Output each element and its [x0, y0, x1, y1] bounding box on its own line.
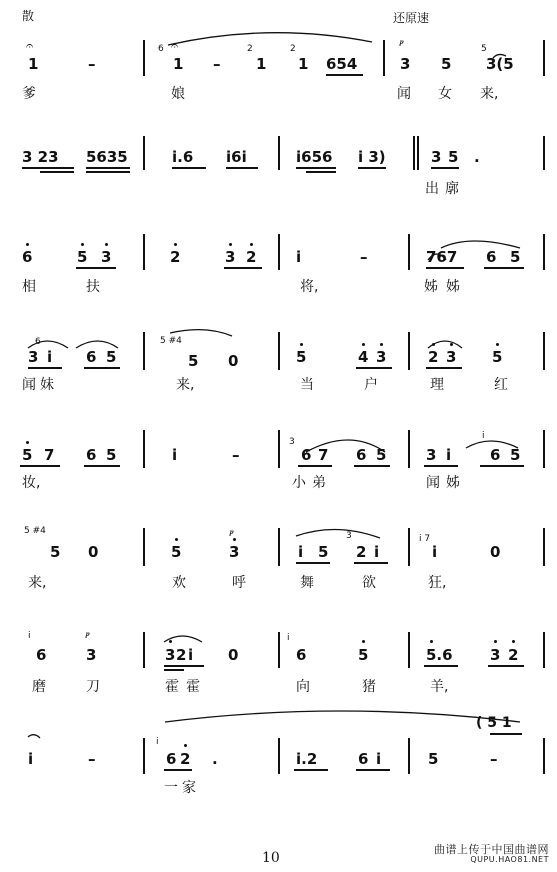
barline — [143, 136, 145, 170]
barline — [408, 332, 410, 370]
note: . — [212, 750, 218, 768]
octave-dot — [380, 343, 383, 346]
note: 5.6 — [426, 646, 453, 664]
grace-note: 3 — [289, 437, 295, 447]
underline — [84, 367, 120, 369]
grace-note: 5 — [481, 44, 487, 54]
underline — [84, 465, 120, 467]
barline — [278, 528, 280, 566]
barline — [383, 40, 385, 76]
underline — [356, 769, 390, 771]
lyric: 小 — [292, 475, 306, 491]
barline — [543, 430, 545, 468]
grace-note: i 7 — [419, 534, 431, 544]
underline — [28, 367, 62, 369]
note: 0 — [88, 543, 99, 561]
note: i.6 — [172, 148, 194, 166]
underline — [358, 167, 386, 169]
lyric: 欲 — [362, 575, 376, 591]
lyric: 闻 — [397, 86, 411, 102]
note: 6 — [356, 446, 367, 464]
tempo-marking-return: 还原速 — [393, 11, 430, 25]
barline — [543, 528, 545, 566]
note: i656 — [296, 148, 333, 166]
note: 2 — [180, 750, 191, 768]
underline — [86, 171, 130, 173]
underline — [488, 665, 524, 667]
barline — [543, 136, 545, 170]
lyric: 呼 — [232, 575, 246, 591]
note: i6i — [226, 148, 247, 166]
note: 2 — [428, 348, 439, 366]
octave-dot — [430, 640, 433, 643]
note: 4 — [358, 348, 369, 366]
note: 6 — [358, 750, 369, 768]
lyric: 姊 — [446, 279, 460, 295]
lyric: 将, — [300, 279, 319, 295]
note: 654 — [326, 55, 358, 73]
underline — [424, 465, 458, 467]
note: 5 — [428, 750, 439, 768]
lyric: 红 — [494, 377, 508, 393]
note: 2 — [508, 646, 519, 664]
note: 2 — [246, 248, 257, 266]
note: i — [298, 543, 304, 561]
note: 3 — [86, 646, 97, 664]
lyric: 向 — [296, 679, 310, 695]
barline — [408, 632, 410, 668]
octave-dot — [250, 243, 253, 246]
note: 3 — [446, 348, 457, 366]
grace-note: 6 — [35, 337, 41, 347]
note: 5 — [510, 248, 521, 266]
underline — [76, 267, 116, 269]
tempo-marking-free: 散 — [22, 9, 35, 23]
barline — [543, 332, 545, 370]
note: – — [360, 248, 368, 266]
lyric: 出 — [425, 181, 439, 197]
octave-dot — [432, 343, 435, 346]
octave-dot — [229, 243, 232, 246]
note: 6 — [36, 646, 47, 664]
note: 5 — [318, 543, 329, 561]
note: i — [28, 750, 34, 768]
accent-mark: 𝆏 — [86, 629, 90, 638]
octave-dot — [512, 640, 515, 643]
accent-mark: 𝆏 — [230, 527, 234, 536]
octave-dot — [184, 744, 187, 747]
underline — [164, 769, 192, 771]
octave-dot — [300, 343, 303, 346]
note: 3 — [229, 543, 240, 561]
note: 5635 — [86, 148, 128, 166]
fermata-icon: 𝄐 — [171, 39, 179, 54]
note: 3 — [431, 148, 442, 166]
lyric: 弟 — [312, 475, 326, 491]
barline — [143, 738, 145, 774]
lyric: 一 — [164, 780, 178, 796]
note: 5 — [510, 446, 521, 464]
lyric: 妆, — [22, 475, 41, 491]
lyric: 来, — [176, 377, 195, 393]
lyric: 爹 — [22, 86, 36, 102]
lyric: 廓 — [445, 181, 459, 197]
lyric: 女 — [438, 86, 452, 102]
note: 6 — [86, 446, 97, 464]
page-number: 10 — [262, 850, 280, 866]
lyric: 闻 — [426, 475, 440, 491]
note: 5 — [492, 348, 503, 366]
barline — [413, 136, 415, 170]
grace-note: 5 #4 — [24, 526, 46, 536]
note: i — [376, 750, 382, 768]
barline — [143, 234, 145, 270]
note: 2 — [176, 646, 187, 664]
note: 5 — [448, 148, 459, 166]
underline — [490, 733, 522, 735]
barline — [143, 632, 145, 668]
underline — [296, 167, 336, 169]
note: – — [232, 446, 240, 464]
note: 5 — [22, 446, 33, 464]
underline — [20, 465, 60, 467]
barline — [543, 632, 545, 668]
barline — [408, 528, 410, 566]
lyric: 姊 — [446, 475, 460, 491]
note: i — [47, 348, 53, 366]
note: 5 — [77, 248, 88, 266]
barline — [543, 40, 545, 76]
octave-dot — [175, 538, 178, 541]
underline — [22, 167, 74, 169]
octave-dot — [450, 343, 453, 346]
lyric: 姊 — [424, 279, 438, 295]
grace-note: 3 — [346, 531, 352, 541]
barline — [408, 234, 410, 270]
note: 5 — [441, 55, 452, 73]
watermark-url: QUPU.HAO81.NET — [470, 854, 549, 864]
lyric: 当 — [300, 377, 314, 393]
lyric: 娘 — [171, 86, 185, 102]
underline — [484, 267, 524, 269]
grace-note: 2 — [247, 44, 253, 54]
note: – — [88, 55, 96, 73]
octave-dot — [174, 243, 177, 246]
note: 3 — [225, 248, 236, 266]
octave-dot — [26, 441, 29, 444]
watermark — [434, 844, 549, 864]
lyric: 霍 — [186, 679, 200, 695]
underline — [224, 267, 262, 269]
underline — [298, 465, 332, 467]
note: 0 — [228, 646, 239, 664]
underline — [354, 562, 388, 564]
barline — [278, 136, 280, 170]
lyric: 户 — [364, 377, 378, 393]
note: 5 — [376, 446, 387, 464]
note: 1 — [298, 55, 309, 73]
underline — [480, 465, 524, 467]
underline — [426, 267, 464, 269]
lyric: 来, — [28, 575, 47, 591]
barline — [408, 430, 410, 468]
note: 3 — [165, 646, 176, 664]
underline — [164, 669, 184, 671]
lyric: 相 — [22, 279, 36, 295]
note: 3 — [490, 646, 501, 664]
grace-note: 5 #4 — [160, 336, 182, 346]
note: – — [490, 750, 498, 768]
note: 2 — [356, 543, 367, 561]
underline — [296, 562, 330, 564]
note: 3 23 — [22, 148, 59, 166]
lyric: 闻 — [22, 377, 36, 393]
grace-note: i — [156, 737, 159, 747]
note: 6 — [86, 348, 97, 366]
octave-dot — [26, 243, 29, 246]
barline — [143, 332, 145, 370]
barline — [543, 234, 545, 270]
barline — [143, 528, 145, 566]
note: 5 — [188, 352, 199, 370]
note: 0 — [490, 543, 501, 561]
note: 7 — [44, 446, 55, 464]
lyric: 磨 — [32, 679, 46, 695]
octave-dot — [169, 640, 172, 643]
fermata-icon: 𝄐 — [26, 39, 34, 54]
note: 3 — [28, 348, 39, 366]
octave-dot — [362, 640, 365, 643]
note: i 3) — [358, 148, 386, 166]
underline — [306, 171, 336, 173]
barline — [408, 738, 410, 774]
note: 2 — [170, 248, 181, 266]
note: 6 — [490, 446, 501, 464]
note: 7 — [318, 446, 329, 464]
barline — [278, 738, 280, 774]
note: i — [374, 543, 380, 561]
note: i — [296, 248, 302, 266]
barline — [543, 738, 545, 774]
barline — [143, 40, 145, 76]
note: i — [172, 446, 178, 464]
underline — [356, 367, 392, 369]
note: 0 — [228, 352, 239, 370]
note: i — [432, 543, 438, 561]
note: 6 — [296, 646, 307, 664]
note: i — [188, 646, 194, 664]
note: 3 — [376, 348, 387, 366]
barline — [143, 430, 145, 468]
underline — [354, 465, 390, 467]
note: 6 — [301, 446, 312, 464]
barline — [278, 332, 280, 370]
octave-dot — [81, 243, 84, 246]
note: 5 — [106, 446, 117, 464]
octave-dot — [494, 640, 497, 643]
note: 1 — [173, 55, 184, 73]
octave-dot — [105, 243, 108, 246]
note: i.2 — [296, 750, 318, 768]
grace-note: i — [482, 431, 485, 441]
octave-dot — [496, 343, 499, 346]
note: 6 — [166, 750, 177, 768]
note: 3 — [426, 446, 437, 464]
underline — [226, 167, 258, 169]
bracket-notes: ( 5 1 — [476, 715, 512, 731]
note: 3 — [101, 248, 112, 266]
octave-dot — [362, 343, 365, 346]
grace-note: 6 — [158, 44, 164, 54]
note: 6 — [486, 248, 497, 266]
underline — [294, 769, 328, 771]
underline — [326, 74, 363, 76]
note: 3 — [400, 55, 411, 73]
note: 5 — [296, 348, 307, 366]
note: 1 — [28, 55, 39, 73]
barline — [417, 136, 419, 170]
lyric: 霍 — [165, 679, 179, 695]
note: 5 — [358, 646, 369, 664]
underline — [40, 171, 74, 173]
watermark-text: 曲谱上传于中国曲谱网 — [434, 843, 549, 857]
barline — [278, 234, 280, 270]
note: 5 — [106, 348, 117, 366]
note: . — [474, 148, 480, 166]
lyric: 刀 — [86, 679, 100, 695]
note: 1 — [256, 55, 267, 73]
lyric: 来, — [480, 86, 499, 102]
note: 5 — [50, 543, 61, 561]
note: 767 — [426, 248, 458, 266]
note: 3(5 — [486, 55, 514, 73]
lyric: 家 — [182, 780, 196, 796]
lyric: 狂, — [428, 575, 447, 591]
underline — [86, 167, 130, 169]
lyric: 妹 — [40, 377, 54, 393]
underline — [426, 367, 462, 369]
underline — [164, 665, 204, 667]
underline — [431, 167, 459, 169]
lyric: 猪 — [362, 679, 376, 695]
note: 6 — [22, 248, 33, 266]
note: 5 — [171, 543, 182, 561]
note: i — [446, 446, 452, 464]
underline — [424, 665, 458, 667]
grace-note: i — [28, 631, 31, 641]
grace-note: i — [287, 633, 290, 643]
barline — [278, 430, 280, 468]
grace-note: 2 — [290, 44, 296, 54]
note: – — [88, 750, 96, 768]
barline — [278, 632, 280, 668]
accent-mark: 𝆏 — [400, 37, 404, 46]
lyric: 羊, — [430, 679, 449, 695]
lyric: 舞 — [300, 575, 314, 591]
lyric: 理 — [430, 377, 444, 393]
octave-dot — [233, 538, 236, 541]
lyric: 欢 — [172, 575, 186, 591]
underline — [172, 167, 206, 169]
note: – — [213, 55, 221, 73]
lyric: 扶 — [86, 279, 100, 295]
